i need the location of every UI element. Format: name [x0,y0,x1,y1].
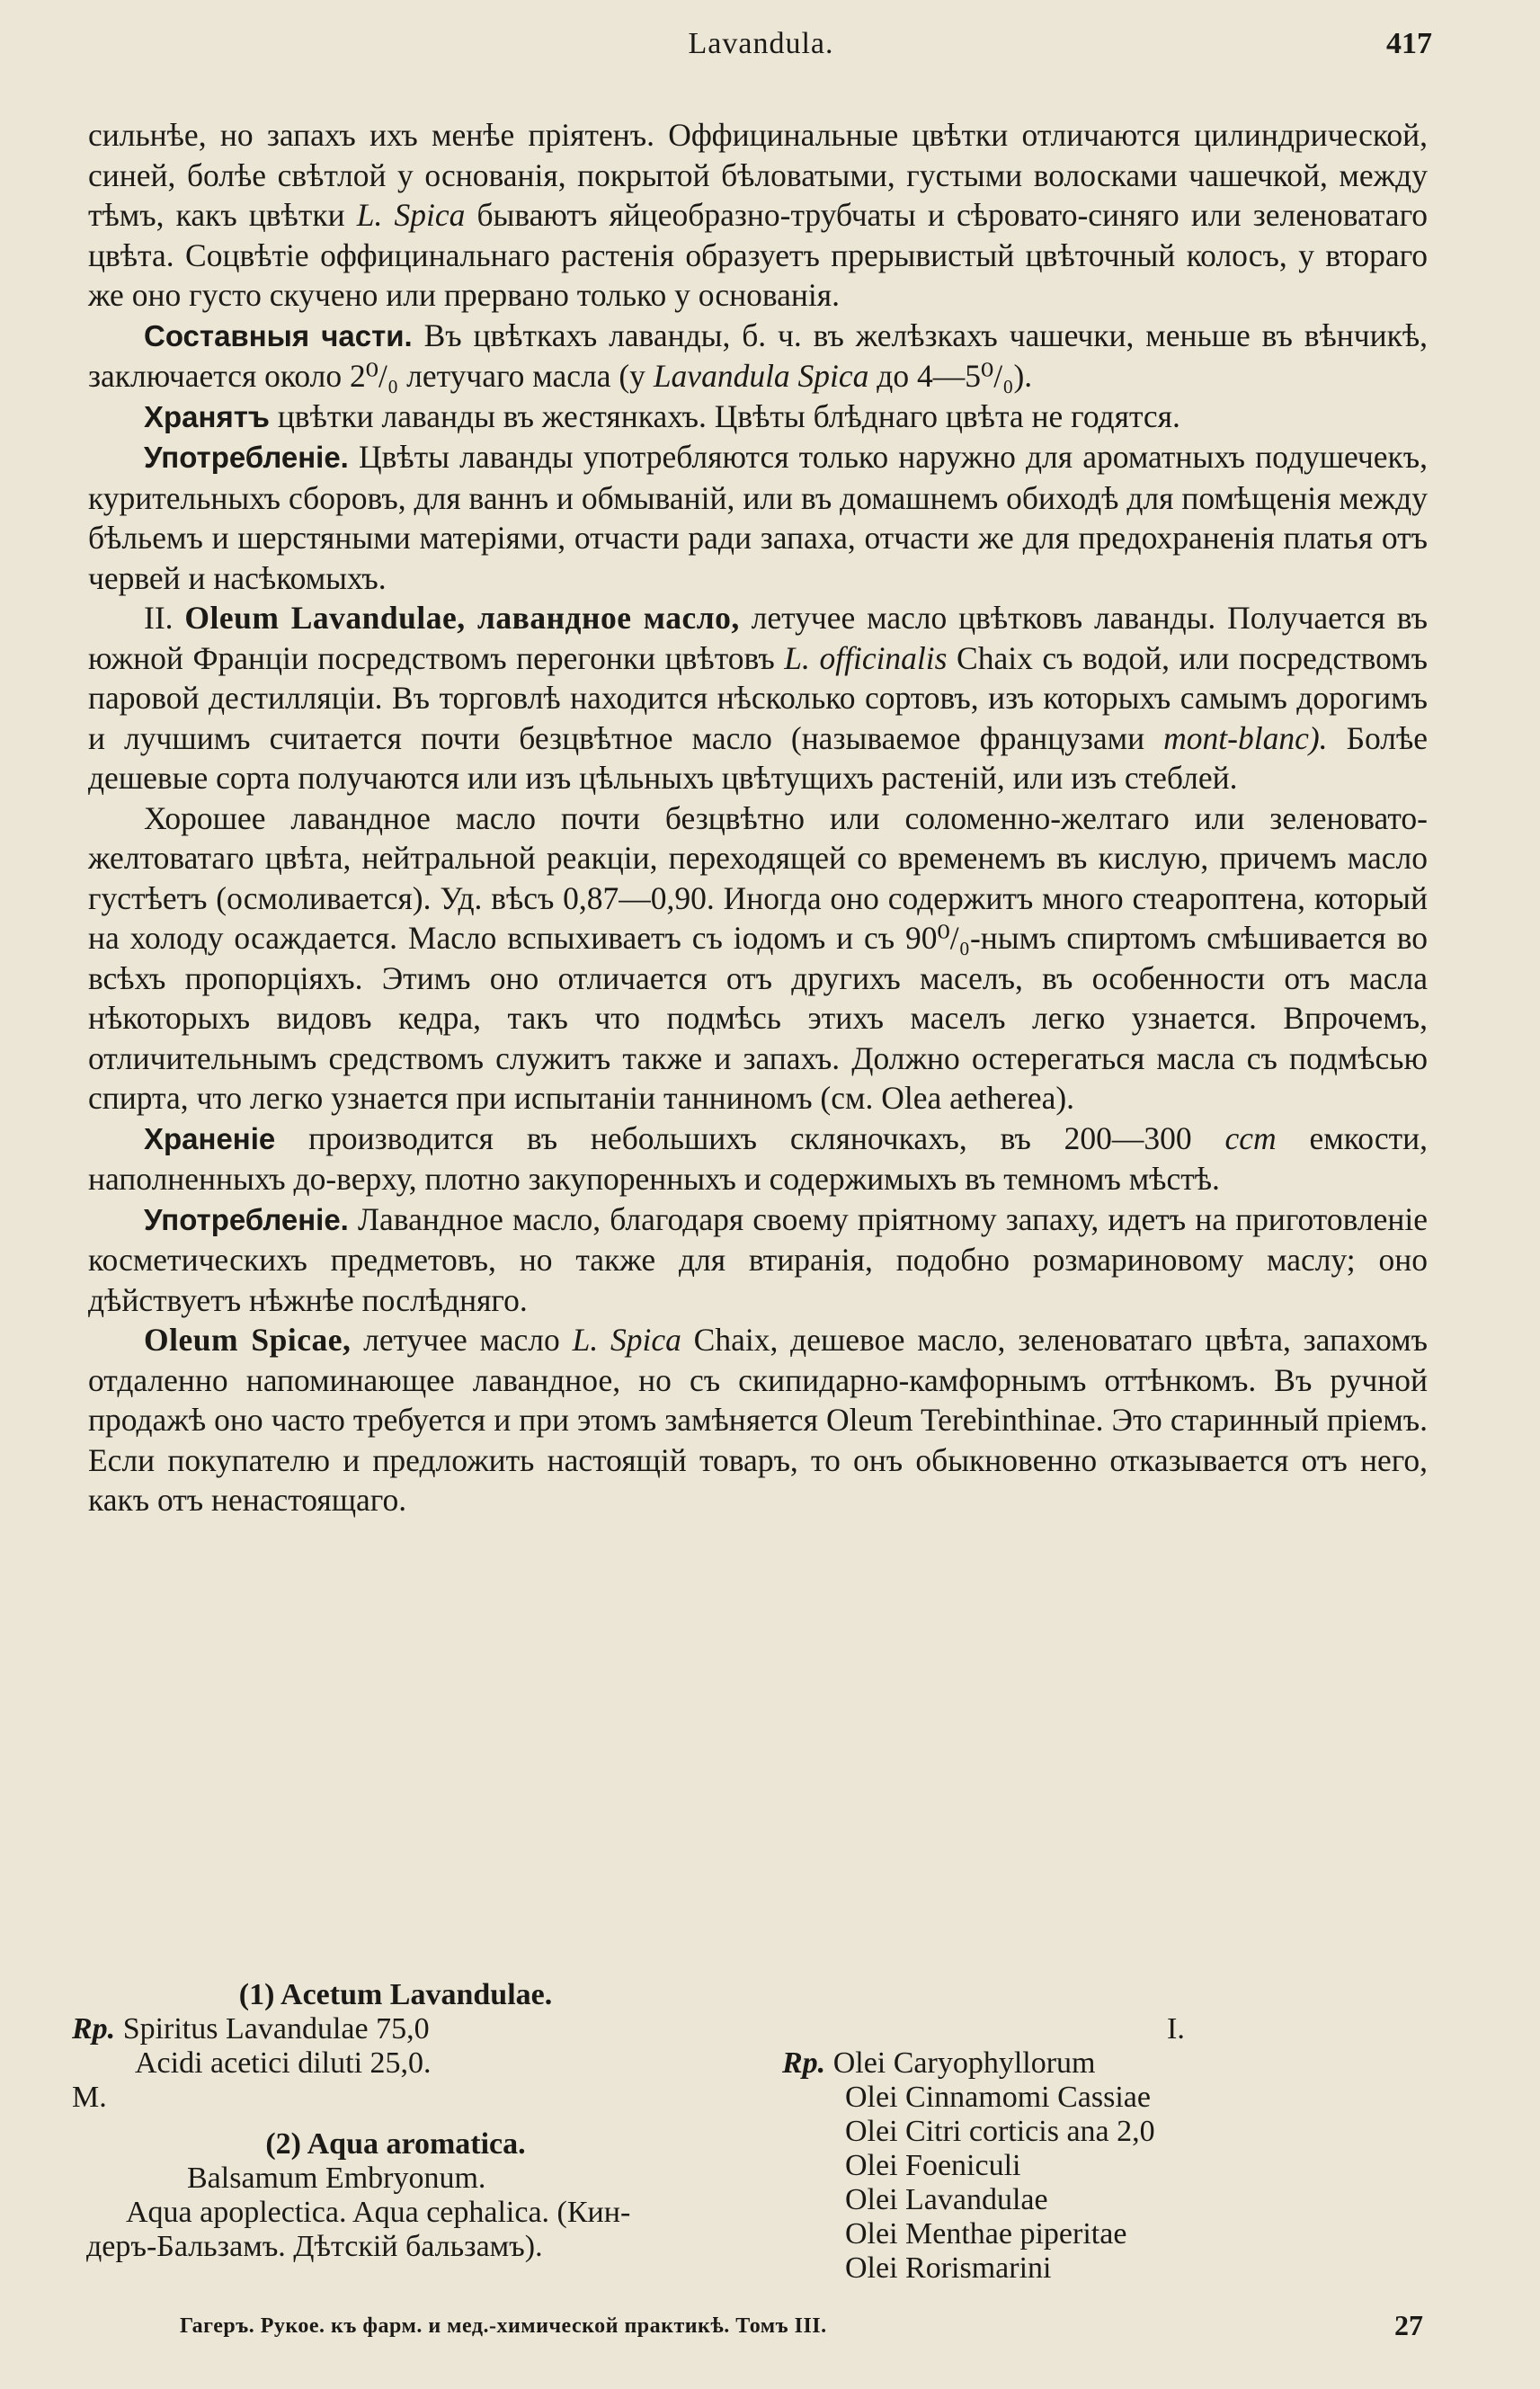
recipe-misce: M. [72,2081,107,2114]
page-number: 417 [1386,27,1432,60]
paragraph-constituents [88,316,1428,397]
italic-term: L. officinalis [784,639,948,676]
recipe-title: (2) Aqua aromatica. [265,2127,526,2161]
paragraph-text: Chaix съ водой, или посредствомъ паровой дестилляціи. Въ торговлѣ находится нѣсколько сортовъ, изъ которыхъ самымъ дорогимъ и лучшимъ считается почти безцвѣтное масло (называемое французами [88,639,1429,756]
recipe-ingredient: Olei Lavandulae [845,2183,1048,2216]
paragraph-text: Лавандное масло, благодаря своему пріятному запаху, идетъ на приготовленіе косметическихъ предметовъ, но также для втиранія, подобно розмариновому маслу; оно дѣйствуетъ нѣжнѣе послѣдняго. [88,1200,1428,1318]
recipe-ingredient: Acidi acetici diluti 25,0. [135,2046,432,2080]
paragraph-properties [88,798,1428,1119]
page-header [90,27,1432,72]
italic-term: mont-blanc). [1163,719,1328,756]
paragraph-text: цвѣтки лаванды въ жестянкахъ. Цвѣты блѣднаго цвѣта не годятся. [269,397,1180,434]
recipe-ingredient: Spiritus Lavandulae 75,0 [122,2012,430,2046]
paragraph [88,115,1428,316]
section-title: Oleum Lavandulae, лавандное масло, [184,600,740,636]
recipe-ingredient: Olei Foeniculi [845,2149,1021,2182]
paragraph-text: до 4—5⁰/₀). [868,358,1033,394]
section-title: Oleum Spicae, [144,1322,352,1358]
recipes-block [72,1978,1438,2285]
italic-term: ccm [1224,1119,1277,1156]
recipe-ingredient: Olei Rorismarini [845,2251,1052,2285]
page-footer [180,2309,1423,2345]
section-number: II. [144,600,185,636]
recipe-line [72,2012,719,2046]
italic-term: Lavandula Spica [653,358,869,394]
sheet-number: 27 [1394,2309,1423,2341]
paragraph-storage [88,397,1428,438]
paragraph-text: емкости, наполненныхъ до-верху, плотно закупоренныхъ и содержимыхъ въ темномъ мѣстѣ. [88,1119,1428,1197]
section-term: Употребленіе. [144,1202,349,1236]
recipe-rp: Rp. [782,2046,826,2080]
footer-imprint: Гагеръ. Рукое. къ фарм. и мед.-химической практикѣ. Томъ III. [180,2314,827,2338]
paragraph-keeping [88,1119,1428,1199]
paragraph-text: летучее масло цвѣтковъ лаванды. Получается въ южной Франціи посредствомъ перегонки цвѣтовъ [88,600,1428,676]
recipes-left-column [72,1978,719,2264]
recipe-title: I. [1167,2012,1185,2046]
body-text [88,115,1428,1520]
recipe-synonym: Balsamum Embryonum. [187,2162,486,2195]
section-term: Хранятъ [144,399,270,433]
paragraph-usage-oil [88,1199,1428,1321]
recipe-synonym: деръ-Бальзамъ. Дѣтскій бальзамъ). [86,2230,543,2263]
recipes-right-column [782,1978,1429,2286]
recipe-ingredient: Olei Caryophyllorum [832,2046,1096,2080]
paragraph-text: бываютъ яйцеобразно-трубчаты и сѣровато-синяго или зеленоватаго цвѣта. Соцвѣтіе оффицинальнаго растенія образуетъ прерывистый цвѣточный колосъ, у втораго же оно густо скучено или прервано только у основанія. [88,197,1428,313]
paragraph-oleum-spicae [88,1320,1428,1520]
running-head: Lavandula. [688,27,834,60]
section-term: Употребленіе. [144,441,349,474]
paragraph-oleum-lavandulae [88,598,1428,798]
paragraph-text: летучее масло [351,1322,573,1358]
paragraph-text: Болѣе дешевые сорта получаются или изъ цѣльныхъ цвѣтущихъ растеній, или изъ стеблей. [88,719,1428,796]
paragraph-text: производится въ небольшихъ скляночкахъ, въ 200—300 [275,1119,1225,1156]
section-term: Составныя части. [144,318,413,352]
recipe-ingredient: Olei Cinnamomi Cassiae [845,2081,1151,2114]
recipe-line [782,2046,1429,2081]
recipe-title: (1) Acetum Lavandulae. [238,1978,553,2011]
paragraph-text: Цвѣты лаванды употребляются только наружно для ароматныхъ подушечекъ, курительныхъ сборовъ, для ваннъ и обмываній, или въ домашнемъ обиходѣ для помѣщенія между бѣльемъ и шерстяными матеріями, отчасти ради запаха, отчасти же для предохраненія платья отъ червей и насѣкомыхъ. [88,439,1428,596]
paragraph-text: Въ цвѣткахъ лаванды, б. ч. въ желѣзкахъ чашечки, меньше въ вѣнчикѣ, заключается около 2⁰/₀ летучаго масла (у [88,316,1428,394]
paragraph-text: сильнѣе, но запахъ ихъ менѣе пріятенъ. Оффицинальные цвѣтки отличаются цилиндрической, синей, болѣе свѣтлой у основанія, покрытой бѣловатыми, густыми волосками чашечкой, между тѣмъ, какъ цвѣтки [88,117,1428,233]
paragraph-usage [88,437,1428,598]
section-term: Храненіе [144,1121,276,1155]
paragraph-text: Chaix, дешевое масло, зеленоватаго цвѣта, запахомъ отдаленно напоминающее лавандное, но съ скипидарно-камфорнымъ оттѣнкомъ. Въ ручной продажѣ оно часто требуется и при этомъ замѣняется Oleum Terebinthinae. Это старинный пріемъ. Если покупателю и предложить настоящій товаръ, то онъ обыкновенно отказывается отъ него, какъ отъ ненастоящаго. [88,1322,1429,1518]
recipe-ingredient: Olei Menthae piperitae [845,2217,1127,2251]
italic-term: L. Spica [356,197,466,233]
recipe-synonym: Aqua apoplectica. Aqua cephalica. (Кин- [126,2196,631,2229]
recipe-rp: Rp. [72,2012,116,2046]
italic-term: L. Spica [572,1322,681,1358]
recipe-ingredient: Olei Citri corticis ana 2,0 [845,2115,1155,2148]
paragraph-text: Хорошее лавандное масло почти безцвѣтно или соломенно-желтаго или зеленовато-желтоватаго цвѣта, нейтральной реакціи, переходящей со временемъ въ кислую, причемъ масло густѣетъ (осмоливается). Уд. вѣсъ 0,87—0,90. Иногда оно содержитъ много стеароптена, который на холоду осаждается. Масло вспыхиваетъ съ іодомъ и съ 90⁰/₀-нымъ спиртомъ смѣшивается во всѣхъ пропорціяхъ. Этимъ оно отличается отъ другихъ маселъ, въ особенности отъ масла нѣкоторыхъ видовъ кедра, такъ что подмѣсь этихъ маселъ легко узнается. Впрочемъ, отличительнымъ средствомъ служитъ также и запахъ. Должно остерегаться масла съ подмѣсью спирта, что легко узнается при испытаніи танниномъ (см. Olea aetherea). [88,799,1428,1116]
